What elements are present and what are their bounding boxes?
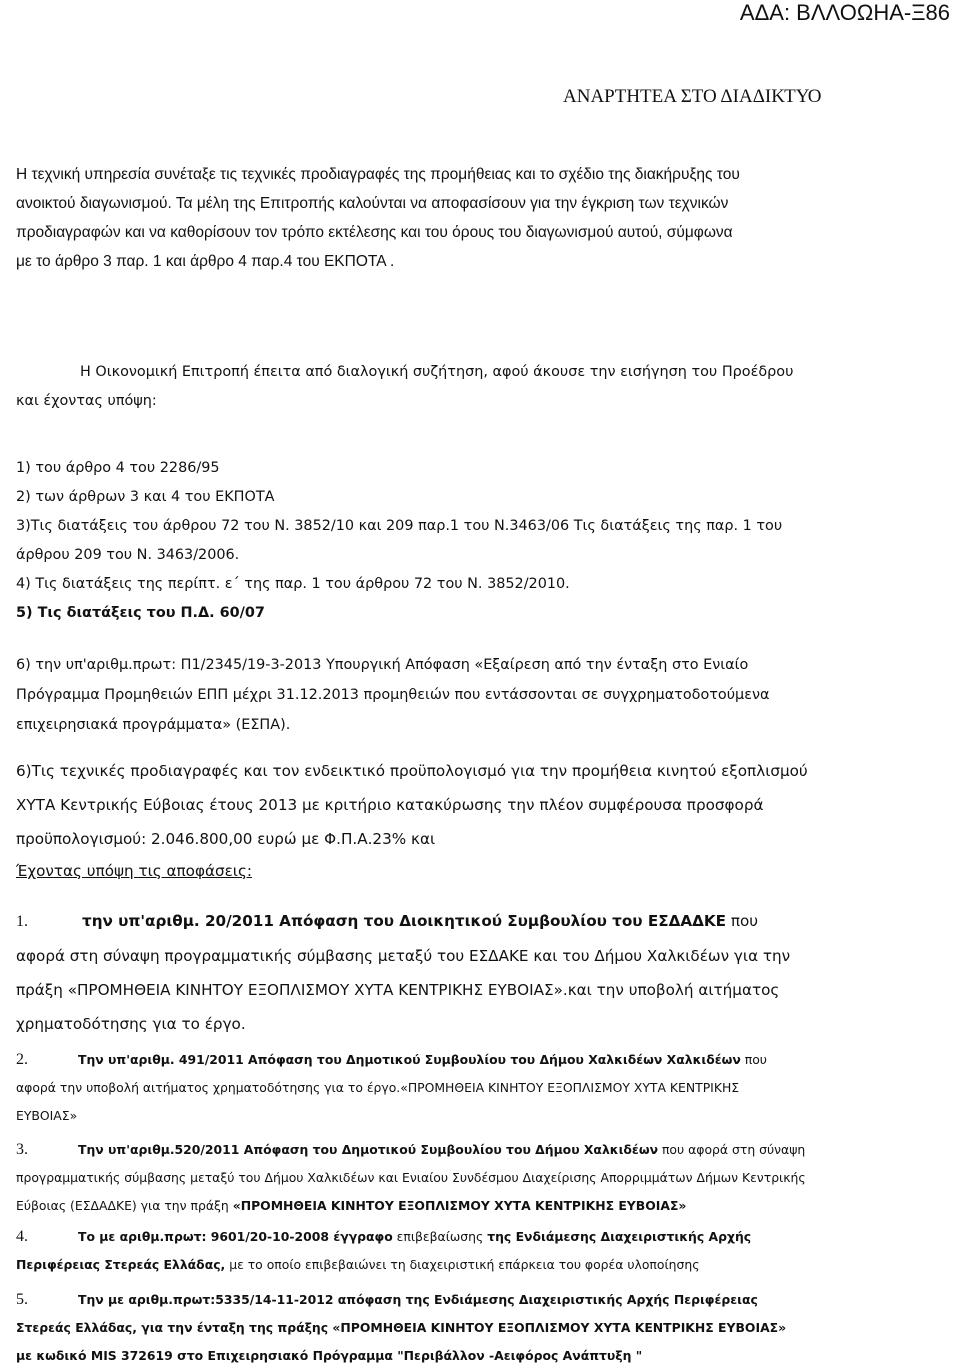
text-line: προδιαγραφών και να καθορίσουν τον τρόπο εκτέλεσης και του όρους του διαγωνισμού αυτού, σύμφωνα xyxy=(16,224,733,241)
text-fragment: επιβεβαίωσης xyxy=(392,1229,488,1244)
decision-title: Την υπ'αριθμ.520/2011 Απόφαση του Δημοτικού Συμβουλίου του Δήμου Χαλκιδέων xyxy=(78,1142,659,1157)
text-line: ΕΥΒΟΙΑΣ» xyxy=(16,1108,78,1123)
decision-title: Την με αριθμ.πρωτ:5335/14-11-2012 απόφαση της Ενδιάμεσης Διαχειριστικής Αρχής Περιφέρειας xyxy=(78,1292,758,1307)
text-line: πράξη «ΠΡΟΜΗΘΕΙΑ ΚΙΝΗΤΟΥ ΕΞΟΠΛΙΣΜΟΥ ΧΥΤΑ ΚΕΝΤΡΙΚΗΣ ΕΥΒΟΙΑΣ».και την υποβολή αιτήματος xyxy=(16,981,780,999)
text-line: Η Οικονομική Επιτροπή έπειτα από διαλογική συζήτηση, αφού άκουσε την εισήγηση του Προέδρου xyxy=(80,364,794,380)
text-line: προγραμματικής σύμβασης μεταξύ του Δήμου Χαλκιδέων και Ενιαίου Συνδέσμου Διαχείρισης Απορριμμάτων Δήμων Κεντρικής xyxy=(16,1170,806,1185)
consideration-item: 5) Τις διατάξεις του Π.Δ. 60/07 xyxy=(16,605,265,621)
text-line: χρηματοδότησης για το έργο. xyxy=(16,1015,246,1033)
decision-2 xyxy=(16,1046,944,1130)
text-line: αφορά την υποβολή αιτήματος χρηματοδότησης για το έργο.«ΠΡΟΜΗΘΕΙΑ ΚΙΝΗΤΟΥ ΕΞΟΠΛΙΣΜΟΥ ΧΥΤΑ ΚΕΝΤΡΙΚΗΣ xyxy=(16,1080,740,1095)
project-title: «ΠΡΟΜΗΘΕΙΑ ΚΙΝΗΤΟΥ ΕΞΟΠΛΙΣΜΟΥ ΧΥΤΑ ΚΕΝΤΡΙΚΗΣ ΕΥΒΟΙΑΣ» xyxy=(232,1198,687,1213)
decision-3 xyxy=(16,1136,944,1220)
ministerial-decision xyxy=(16,650,944,740)
decisions-heading xyxy=(16,854,944,888)
consideration-item: άρθρου 209 του Ν. 3463/2006. xyxy=(16,547,240,563)
decision-number: 4. xyxy=(16,1228,28,1245)
heading-text: Έχοντας υπόψη τις αποφάσεις: xyxy=(16,862,252,880)
text-line: με το άρθρο 3 παρ. 1 και άρθρο 4 παρ.4 του ΕΚΠΟΤΑ . xyxy=(16,253,395,270)
consideration-item: 3)Τις διατάξεις του άρθρου 72 του Ν. 3852/10 και 209 παρ.1 του Ν.3463/06 Τις διατάξεις της παρ. 1 του xyxy=(16,518,783,534)
region-name: Περιφέρειας Στερεάς Ελλάδας, xyxy=(16,1257,226,1272)
text-line: επιχειρησιακά προγράμματα» (ΕΣΠΑ). xyxy=(16,717,291,733)
consideration-item: 2) των άρθρων 3 και 4 του ΕΚΠΟΤΑ xyxy=(16,489,275,505)
text-line: και έχοντας υπόψη: xyxy=(16,393,157,409)
decision-number: 3. xyxy=(16,1141,28,1158)
text-fragment: που αφορά στη σύναψη xyxy=(658,1142,806,1157)
decision-1 xyxy=(16,904,944,1041)
decision-number: 5. xyxy=(16,1291,28,1308)
authority-name: της Ενδιάμεσης Διαχειριστικής Αρχής xyxy=(487,1229,752,1244)
decision-4 xyxy=(16,1223,944,1279)
considerations-list xyxy=(16,454,944,628)
decision-number: 1. xyxy=(16,913,28,930)
consideration-item: 1) του άρθρο 4 του 2286/95 xyxy=(16,460,220,476)
intro-paragraph xyxy=(16,160,944,276)
text-line: 6)Τις τεχνικές προδιαγραφές και τον ενδεικτικό προϋπολογισμό για την προμήθεια κινητού εξοπλισμού xyxy=(16,762,808,780)
text-line: Η τεχνική υπηρεσία συνέταξε τις τεχνικές προδιαγραφές της προμήθειας και το σχέδιο της διακήρυξης του xyxy=(16,166,740,183)
ada-code: ΑΔΑ: ΒΛΛΟΩΗΑ-Ξ86 xyxy=(739,0,950,25)
text-line: προϋπολογισμού: 2.046.800,00 ευρώ με Φ.Π.Α.23% και xyxy=(16,830,436,848)
text-line: ΧΥΤΑ Κεντρικής Εύβοιας έτους 2013 με κριτήριο κατακύρωσης την πλέον συμφέρουσα προσφορά xyxy=(16,796,764,814)
text-fragment: Εύβοιας (ΕΣΔΑΔΚΕ) για την πράξη xyxy=(16,1198,233,1213)
decision-5 xyxy=(16,1286,944,1370)
consideration-item: 4) Τις διατάξεις της περίπτ. ε΄ της παρ. 1 του άρθρου 72 του Ν. 3852/2010. xyxy=(16,576,570,592)
decision-title: Το με αριθμ.πρωτ: 9601/20-10-2008 έγγραφο xyxy=(78,1229,393,1244)
decision-title: Την υπ'αριθμ. 491/2011 Απόφαση του Δημοτικού Συμβουλίου του Δήμου Χαλκιδέων Χαλκιδέων xyxy=(78,1052,741,1067)
decision-number: 2. xyxy=(16,1051,28,1068)
text-line: αφορά στη σύναψη προγραμματικής σύμβασης μεταξύ του ΕΣΔΑΚΕ και του Δήμου Χαλκιδέων για την xyxy=(16,947,791,965)
committee-paragraph xyxy=(16,358,944,416)
text-fragment: που xyxy=(726,912,759,930)
text-line: Πρόγραμμα Προμηθειών ΕΠΠ μέχρι 31.12.2013 προμηθειών που εντάσσονται σε συγχρηματοδοτούμενα xyxy=(16,687,770,703)
text-fragment: που xyxy=(740,1052,767,1067)
text-fragment: με το οποίο επιβεβαιώνει τη διαχειριστική επάρκεια του φορέα υλοποίησης xyxy=(225,1257,700,1272)
text-line: ανοικτού διαγωνισμού. Τα μέλη της Επιτροπής καλούνται να αποφασίσουν για την έγκριση των τεχνικών xyxy=(16,195,729,212)
text-line: Στερεάς Ελλάδας, για την ένταξη της πράξης «ΠΡΟΜΗΘΕΙΑ ΚΙΝΗΤΟΥ ΕΞΟΠΛΙΣΜΟΥ ΧΥΤΑ ΚΕΝΤΡΙΚΗΣ ΕΥΒΟΙΑΣ» xyxy=(16,1320,787,1335)
technical-specs-paragraph xyxy=(16,754,944,856)
decision-title: την υπ'αριθμ. 20/2011 Απόφαση του Διοικητικού Συμβουλίου του ΕΣΔΑΔΚΕ xyxy=(82,912,727,930)
text-line: με κωδικό MIS 372619 στο Επιχειρησιακό Πρόγραμμα "Περιβάλλον -Αειφόρος Ανάπτυξη " xyxy=(16,1348,643,1363)
text-line: 6) την υπ'αριθμ.πρωτ: Π1/2345/19-3-2013 Υπουργική Απόφαση «Εξαίρεση από την ένταξη στο Ενιαίο xyxy=(16,657,749,673)
posted-notice: ΑΝΑΡΤΗΤΕΑ ΣΤΟ ΔΙΑΔΙΚΤΥΟ xyxy=(563,86,822,107)
